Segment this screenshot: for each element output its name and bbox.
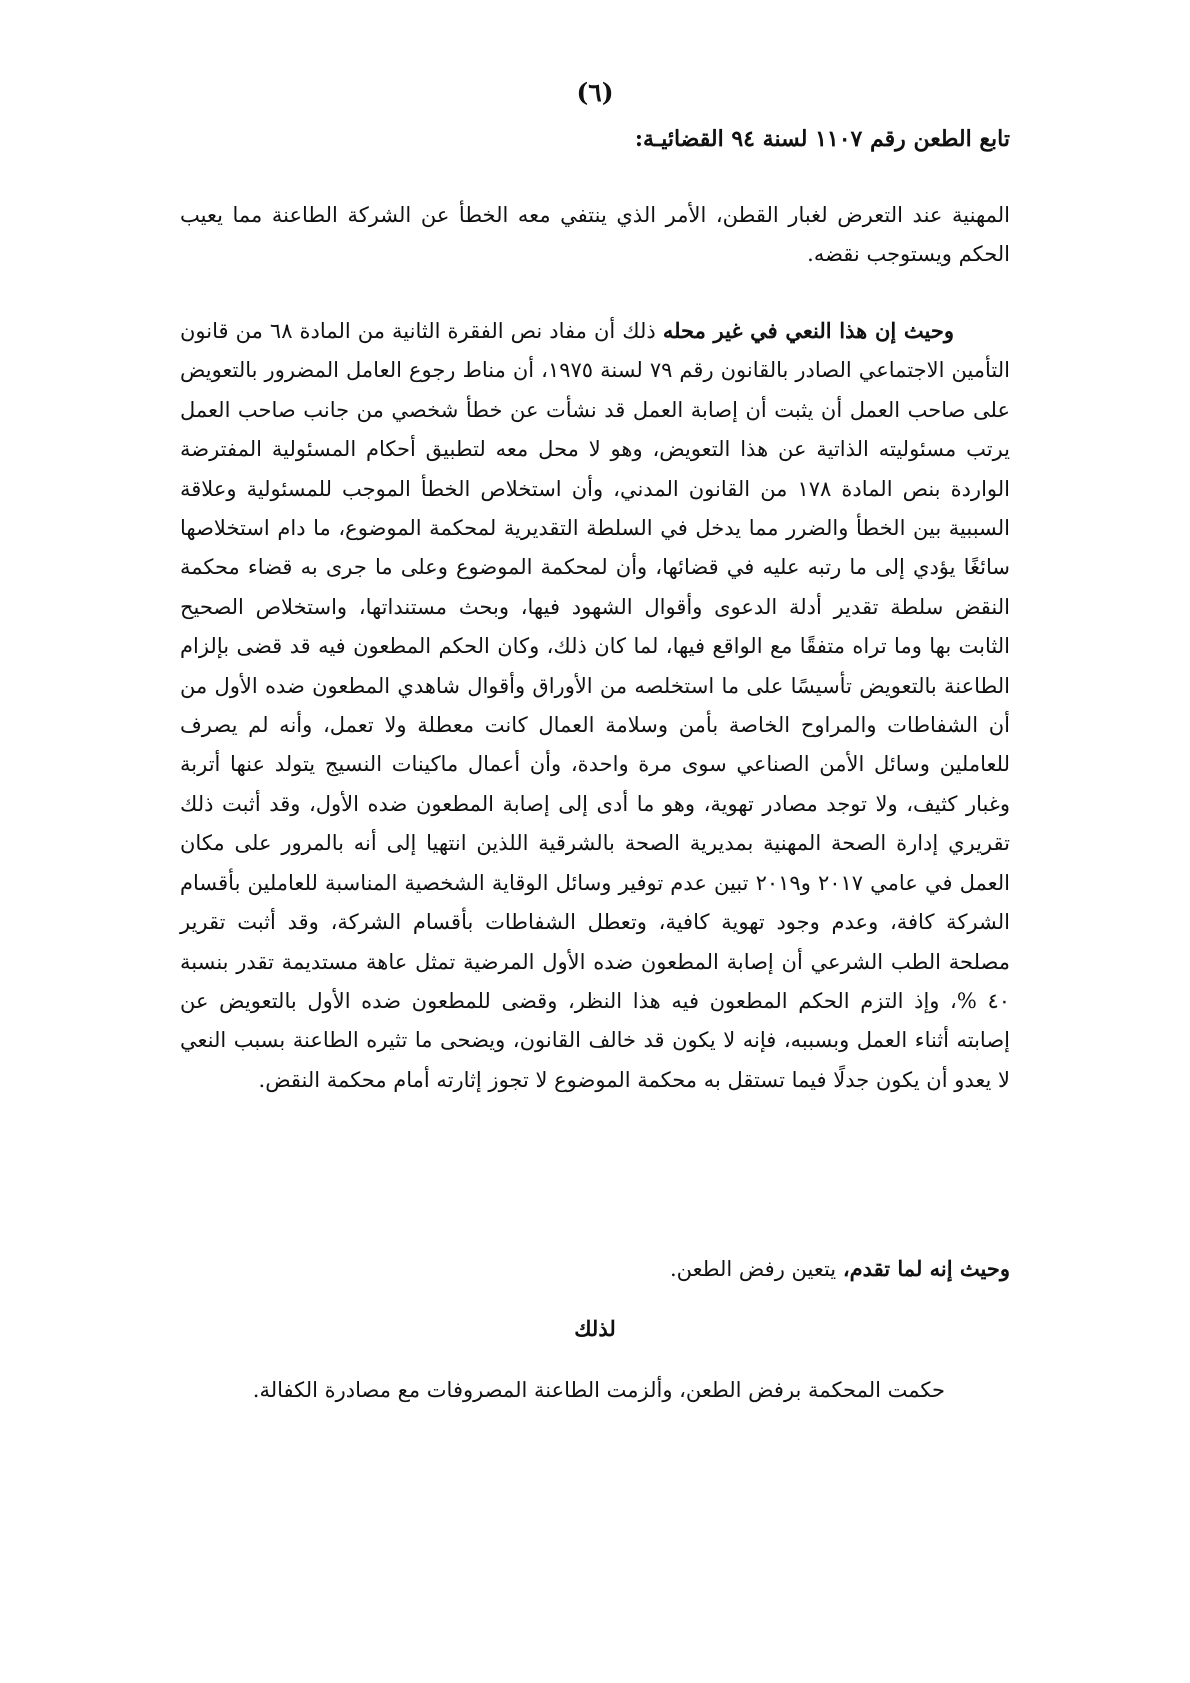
paragraph-continuation: المهنية عند التعرض لغبار القطن، الأمر الذي ينتفي معه الخطأ عن الشركة الطاعنة مما يعيب الحكم ويستوجب نقضه. [180,203,1010,267]
case-header: تابع الطعن رقم ١١٠٧ لسنة ٩٤ القضائيـة: [634,126,1010,152]
page-number: (٦) [576,78,614,107]
reasoning-lead: وحيث إن هذا النعي في غير محله [662,318,954,343]
reasoning-body: ذلك أن مفاد نص الفقرة الثانية من المادة ٦٨ من قانون التأمين الاجتماعي الصادر بالقانون رقم ٧٩ لسنة ١٩٧٥، أن مناط رجوع العامل المضرور بالتعويض على صاحب العمل أن يثبت أن إصابة العمل قد نشأت عن خطأ شخصي من جانب صاحب العمل يرتب مسئوليته الذاتية عن هذا التعويض، وهو لا محل معه لتطبيق أحكام المسئولية المفترضة الواردة بنص المادة ١٧٨ من القانون المدني، وأن استخلاص الخطأ الموجب للمسئولية وعلاقة السببية بين الخطأ والضرر مما يدخل في السلطة التقديرية لمحكمة الموضوع، ما دام استخلاصها سائغًا يؤدي إلى ما رتبه عليه في قضائها، وأن لمحكمة الموضوع وعلى ما جرى به قضاء محكمة النقض سلطة تقدير أدلة الدعوى وأقوال الشهود فيها، وبحث مستنداتها، واستخلاص الصحيح الثابت بها وما تراه متفقًا مع الواقع فيها، لما كان ذلك، وكان الحكم المطعون فيه قد قضى بإلزام الطاعنة بالتعويض تأسيسًا على ما استخلصه من الأوراق وأقوال شاهدي المطعون ضده الأول من أن الشفاطات والمراوح الخاصة بأمن وسلامة العمال كانت معطلة ولا تعمل، وأنه لم يصرف للعاملين وسائل الأمن الصناعي سوى مرة واحدة، وأن أعمال ماكينات النسيج يتولد عنها أتربة وغبار كثيف، ولا توجد مصادر تهوية، وهو ما أدى إلى إصابة المطعون ضده الأول، وقد أثبت ذلك تقريري إدارة الصحة المهنية بمديرية الصحة بالشرقية اللذين انتهيا إلى أنه بالمرور على مكان العمل في عامي ٢٠١٧ و٢٠١٩ تبين عدم توفير وسائل الوقاية الشخصية المناسبة للعاملين بأقسام الشركة كافة، وعدم وجود تهوية كافية، وتعطل الشفاطات بأقسام الشركة، وقد أثبت تقرير مصلحة الطب الشرعي أن إصابة المطعون ضده الأول المرضية تمثل عاهة مستديمة تقدر بنسبة ٤٠ %، وإذ التزم الحكم المطعون فيه هذا النظر، وقضى للمطعون ضده الأول بالتعويض عن إصابته أثناء العمل وبسببه، فإنه لا يكون قد خالف القانون، ويضحى ما تثيره الطاعنة بسبب النعي لا يعدو أن يكون جدلًا فيما تستقل به محكمة الموضوع لا تجوز إثارته أمام محكمة النقض. [180,319,1011,1092]
conclusion-body: يتعين رفض الطعن. [670,1257,843,1281]
paragraph-conclusion [180,1256,1010,1281]
paragraph-reasoning [180,311,1010,1100]
court-ruling: حكمت المحكمة برفض الطعن، وألزمت الطاعنة المصروفات مع مصادرة الكفالة. [252,1378,945,1402]
section-heading-therefore: لذلك [574,1316,616,1341]
conclusion-lead: وحيث إنه لما تقدم، [842,1256,1010,1281]
